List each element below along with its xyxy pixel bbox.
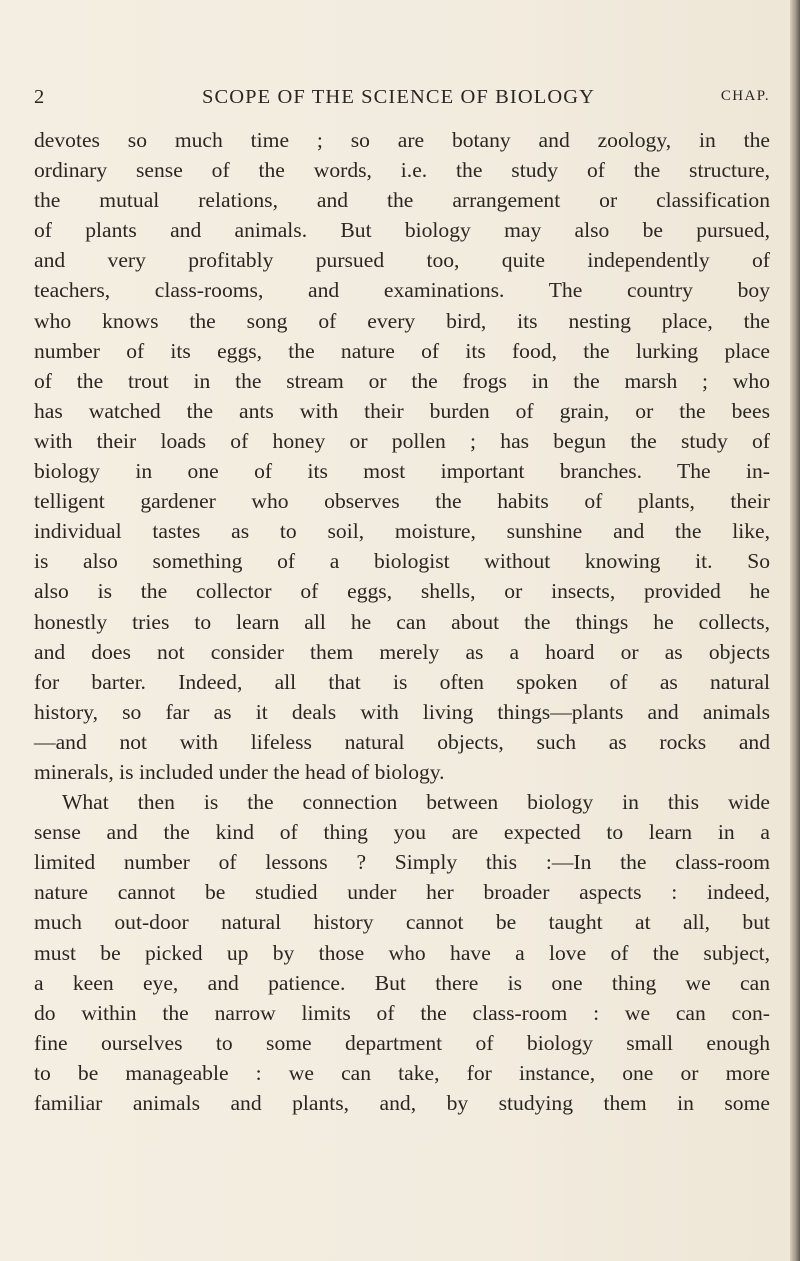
text-line: must be picked up by those who have a love of the subject, — [34, 940, 770, 965]
text-line: familiar animals and plants, and, by studying them in some — [34, 1091, 770, 1115]
text-line: teachers, class-rooms, and examinations. The country boy — [34, 278, 770, 303]
page-edge-shadow — [790, 0, 800, 1261]
text-line: with their loads of honey or pollen ; has begun the study of — [34, 428, 770, 453]
body-text — [34, 125, 770, 1118]
text-line: of the trout in the stream or the frogs in the marsh ; who — [34, 368, 770, 393]
text-line: telligent gardener who observes the habits of plants, their — [34, 489, 770, 514]
text-line: a keen eye, and patience. But there is one thing we can — [34, 970, 770, 995]
text-line: do within the narrow limits of the class-room : we can con- — [34, 1000, 770, 1025]
text-line: ordinary sense of the words, i.e. the study of the structure, — [34, 158, 770, 183]
page-header — [34, 86, 770, 116]
running-head: SCOPE OF THE SCIENCE OF BIOLOGY — [202, 86, 596, 108]
text-line: is also something of a biologist without knowing it. So — [34, 549, 770, 574]
text-line: much out-door natural history cannot be taught at all, but — [34, 910, 770, 935]
text-line: the mutual relations, and the arrangement or classification — [34, 188, 770, 213]
text-line: also is the collector of eggs, shells, or insects, provided he — [34, 579, 770, 604]
text-line: biology in one of its most important branches. The in- — [34, 459, 770, 484]
text-line: history, so far as it deals with living things—plants and animals — [34, 699, 770, 724]
text-line: and does not consider them merely as a hoard or as objects — [34, 639, 770, 664]
text-line: and very profitably pursued too, quite independently of — [34, 248, 770, 273]
paragraph-last-line: minerals, is included under the head of biology. — [34, 759, 445, 784]
text-line: to be manageable : we can take, for instance, one or more — [34, 1060, 770, 1085]
text-line: of plants and animals. But biology may also be pursued, — [34, 218, 770, 243]
text-line: limited number of lessons ? Simply this :—In the class-room — [34, 850, 770, 875]
text-line: has watched the ants with their burden of grain, or the bees — [34, 398, 770, 423]
text-line: honestly tries to learn all he can about the things he collects, — [34, 609, 770, 634]
text-line: number of its eggs, the nature of its food, the lurking place — [34, 338, 770, 363]
chapter-abbreviation: CHAP. — [720, 88, 770, 104]
paragraph-first-line: What then is the connection between biology in this wide — [62, 790, 770, 815]
text-line: individual tastes as to soil, moisture, sunshine and the like, — [34, 519, 770, 544]
text-line: devotes so much time ; so are botany and zoology, in the — [34, 128, 770, 152]
text-line: nature cannot be studied under her broader aspects : indeed, — [34, 880, 770, 905]
page-number: 2 — [34, 86, 45, 108]
text-line: —and not with lifeless natural objects, such as rocks and — [34, 729, 770, 754]
text-line: fine ourselves to some department of biology small enough — [34, 1030, 770, 1055]
text-line: for barter. Indeed, all that is often spoken of as natural — [34, 669, 770, 694]
text-line: who knows the song of every bird, its nesting place, the — [34, 308, 770, 333]
text-line: sense and the kind of thing you are expected to learn in a — [34, 820, 770, 845]
